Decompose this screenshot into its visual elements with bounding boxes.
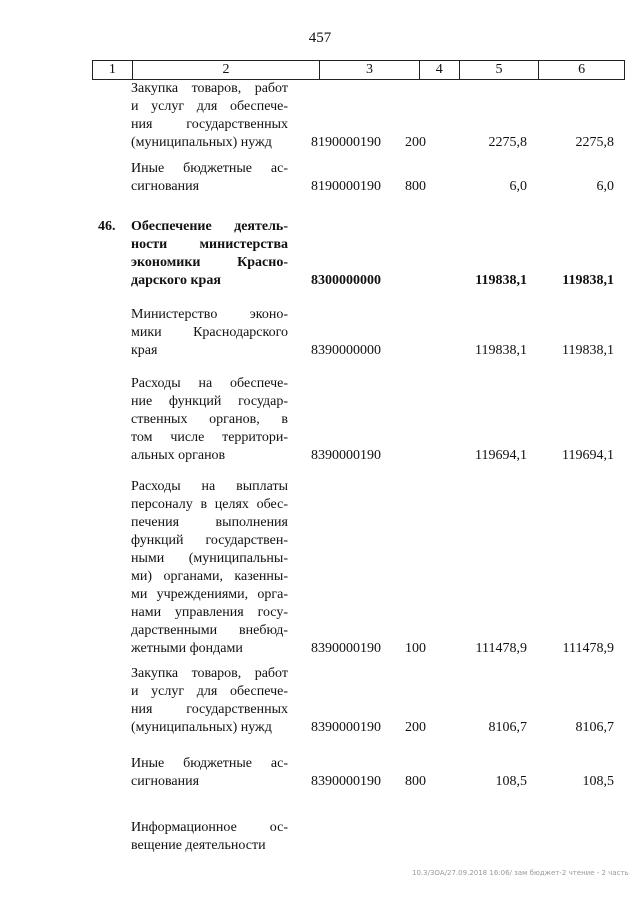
description-line: нами управления госу- bbox=[131, 605, 288, 620]
row-code: 8190000190 bbox=[311, 179, 381, 194]
description-line: Иные бюджетные ас- bbox=[131, 756, 288, 771]
description-line: Закупка товаров, работ bbox=[131, 81, 288, 96]
description-line: жетными фондами bbox=[131, 641, 243, 656]
description-line: и услуг для обеспече- bbox=[131, 99, 288, 114]
row-description bbox=[131, 819, 288, 855]
row-description bbox=[131, 160, 288, 196]
row-expense-type: 800 bbox=[405, 179, 426, 194]
description-line: ственных органов, в bbox=[131, 412, 288, 427]
description-line: экономики Красно- bbox=[131, 255, 288, 270]
row-value-col6: 119838,1 bbox=[562, 343, 614, 358]
page-number: 457 bbox=[308, 30, 332, 46]
row-expense-type: 200 bbox=[405, 720, 426, 735]
description-line: ми) органами, казенны- bbox=[131, 569, 288, 584]
description-line: ми учреждениями, орга- bbox=[131, 587, 288, 602]
table-header bbox=[92, 60, 625, 80]
description-line: (муниципальных) нужд bbox=[131, 720, 272, 735]
row-description bbox=[131, 218, 288, 290]
row-description bbox=[131, 478, 288, 658]
description-line: Иные бюджетные ас- bbox=[131, 161, 288, 176]
description-line: ния государственных bbox=[131, 702, 288, 717]
header-col-5: 5 bbox=[460, 61, 540, 79]
description-line: функций государствен- bbox=[131, 533, 288, 548]
row-number: 46. bbox=[98, 219, 116, 234]
row-value-col6: 6,0 bbox=[596, 179, 614, 194]
description-line: ности министерства bbox=[131, 237, 288, 252]
description-line: края bbox=[131, 343, 158, 358]
row-value-col5: 6,0 bbox=[509, 179, 527, 194]
header-col-3: 3 bbox=[320, 61, 420, 79]
row-value-col5: 119838,1 bbox=[475, 343, 527, 358]
description-line: том числе территори- bbox=[131, 430, 288, 445]
description-line: Обеспечение деятель- bbox=[131, 219, 288, 234]
row-code: 8300000000 bbox=[311, 273, 381, 288]
row-value-col6: 119838,1 bbox=[562, 273, 614, 288]
description-line: дарского края bbox=[131, 273, 221, 288]
row-expense-type: 200 bbox=[405, 135, 426, 150]
row-description bbox=[131, 306, 288, 360]
header-col-6: 6 bbox=[578, 62, 586, 77]
row-value-col5: 108,5 bbox=[495, 774, 527, 789]
footer-stamp: 10.3/3ОА/27.09.2018 16:06/ зам бюджет-2 чтение - 2 часть bbox=[412, 869, 629, 877]
row-description bbox=[131, 665, 288, 737]
description-line: альных органов bbox=[131, 448, 226, 463]
row-code: 8390000190 bbox=[311, 720, 381, 735]
row-value-col6: 2275,8 bbox=[575, 135, 614, 150]
description-line: сигнования bbox=[131, 179, 200, 194]
row-value-col6: 119694,1 bbox=[562, 448, 614, 463]
description-line: вещение деятельности bbox=[131, 838, 266, 853]
row-code: 8190000190 bbox=[311, 135, 381, 150]
row-expense-type: 100 bbox=[405, 641, 426, 656]
description-line: ние функций государ- bbox=[131, 394, 288, 409]
row-value-col5: 119694,1 bbox=[475, 448, 527, 463]
description-line: мики Краснодарского bbox=[131, 325, 288, 340]
description-line: Закупка товаров, работ bbox=[131, 666, 288, 681]
header-col-1: 1 bbox=[93, 61, 133, 79]
row-description bbox=[131, 375, 288, 465]
description-line: ния государственных bbox=[131, 117, 288, 132]
header-col-2: 2 bbox=[133, 61, 320, 79]
row-value-col6: 8106,7 bbox=[575, 720, 614, 735]
description-line: Информационное ос- bbox=[131, 820, 288, 835]
description-line: (муниципальных) нужд bbox=[131, 135, 272, 150]
row-code: 8390000190 bbox=[311, 641, 381, 656]
row-value-col5: 2275,8 bbox=[488, 135, 527, 150]
description-line: Расходы на обеспече- bbox=[131, 376, 288, 391]
description-line: и услуг для обеспече- bbox=[131, 684, 288, 699]
row-value-col5: 8106,7 bbox=[488, 720, 527, 735]
row-expense-type: 800 bbox=[405, 774, 426, 789]
header-col-4: 4 bbox=[420, 61, 460, 79]
row-description bbox=[131, 80, 288, 152]
row-value-col6: 111478,9 bbox=[562, 641, 614, 656]
description-line: персоналу в целях обес- bbox=[131, 497, 288, 512]
row-description bbox=[131, 755, 288, 791]
row-value-col5: 111478,9 bbox=[475, 641, 527, 656]
description-line: сигнования bbox=[131, 774, 200, 789]
row-code: 8390000000 bbox=[311, 343, 381, 358]
row-value-col6: 108,5 bbox=[582, 774, 614, 789]
description-line: дарственными внебюд- bbox=[131, 623, 288, 638]
description-line: ными (муниципальны- bbox=[131, 551, 288, 566]
description-line: Министерство эконо- bbox=[131, 307, 288, 322]
row-code: 8390000190 bbox=[311, 774, 381, 789]
row-value-col5: 119838,1 bbox=[475, 273, 527, 288]
row-code: 8390000190 bbox=[311, 448, 381, 463]
description-line: Расходы на выплаты bbox=[131, 479, 288, 494]
description-line: печения выполнения bbox=[131, 515, 288, 530]
